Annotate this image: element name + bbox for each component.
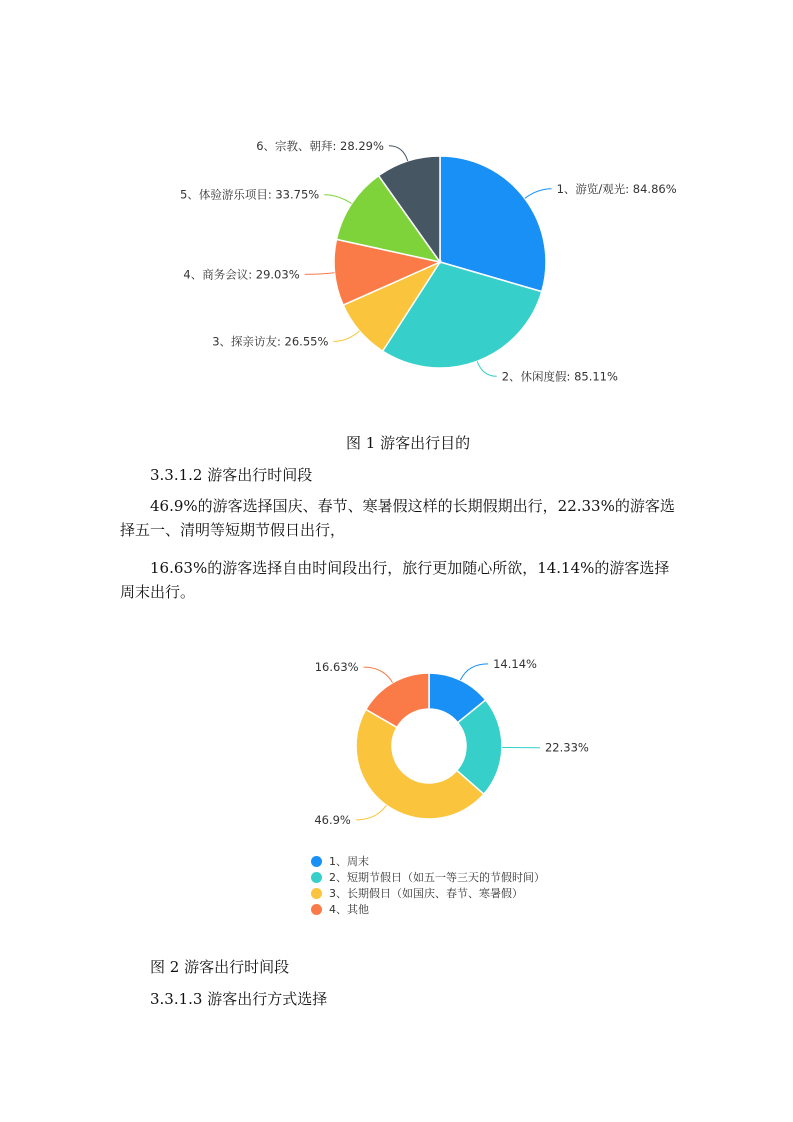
legend-label-1: 1、周末: [329, 855, 369, 868]
purpose-pie-label-6: 6、宗教、朝拜: 28.29%: [256, 138, 384, 153]
purpose-pie-leader-2: [477, 361, 497, 376]
paragraph-1: 46.9%的游客选择国庆、春节、寒暑假这样的长期假期出行，22.33%的游客选择五一、清明等短期节假日出行，: [120, 497, 675, 539]
time-donut-label-3: 46.9%: [314, 812, 351, 827]
time-donut-label-1: 14.14%: [493, 656, 537, 671]
time-donut-leader-4: [364, 667, 393, 683]
paragraph-2: 16.63%的游客选择自由时间段出行，旅行更加随心所欲，14.14%的游客选择周末出行。: [120, 559, 670, 601]
time-donut-label-4: 16.63%: [314, 660, 359, 675]
purpose-pie-label-1: 1、游览/观光: 84.86%: [556, 181, 677, 196]
figure-2-caption: 图 2 游客出行时间段: [150, 958, 290, 976]
legend-item-4: [311, 901, 545, 917]
legend-dot-1: [311, 856, 322, 867]
legend-item-2: [311, 869, 545, 885]
purpose-pie-leader-5: [324, 195, 351, 204]
time-donut-label-2: 22.33%: [544, 740, 589, 755]
purpose-pie-label-3: 3、探亲访友: 26.55%: [212, 334, 329, 349]
time-donut-leader-3: [356, 805, 387, 820]
purpose-pie-chart: [180, 139, 677, 383]
legend-dot-3: [311, 888, 322, 899]
legend-label-3: 3、长期假日（如国庆、春节、寒暑假）: [329, 887, 523, 900]
legend-dot-2: [311, 872, 322, 883]
legend-item-1: [311, 853, 545, 869]
purpose-pie-label-4: 4、商务会议: 29.03%: [183, 267, 300, 282]
donut-legend: [311, 853, 545, 917]
section-heading-3312: 3.3.1.2 游客出行时间段: [150, 466, 313, 484]
time-donut-leader-1: [460, 664, 488, 680]
section-heading-3313: 3.3.1.3 游客出行方式选择: [150, 990, 328, 1008]
figure-1-caption: 图 1 游客出行目的: [346, 434, 471, 452]
purpose-pie-label-2: 2、休闲度假: 85.11%: [501, 369, 618, 384]
legend-dot-4: [311, 904, 322, 915]
legend-item-3: [311, 885, 545, 901]
legend-label-2: 2、短期节假日（如五一等三天的节假时间）: [329, 871, 545, 884]
purpose-pie-leader-6: [389, 146, 408, 161]
purpose-pie-leader-3: [333, 331, 359, 341]
purpose-pie-label-5: 5、体验游乐项目: 33.75%: [180, 187, 320, 202]
legend-label-4: 4、其他: [329, 903, 369, 916]
purpose-pie-leader-4: [305, 273, 335, 275]
time-period-donut-chart: [314, 657, 589, 827]
purpose-pie-leader-1: [525, 189, 552, 199]
